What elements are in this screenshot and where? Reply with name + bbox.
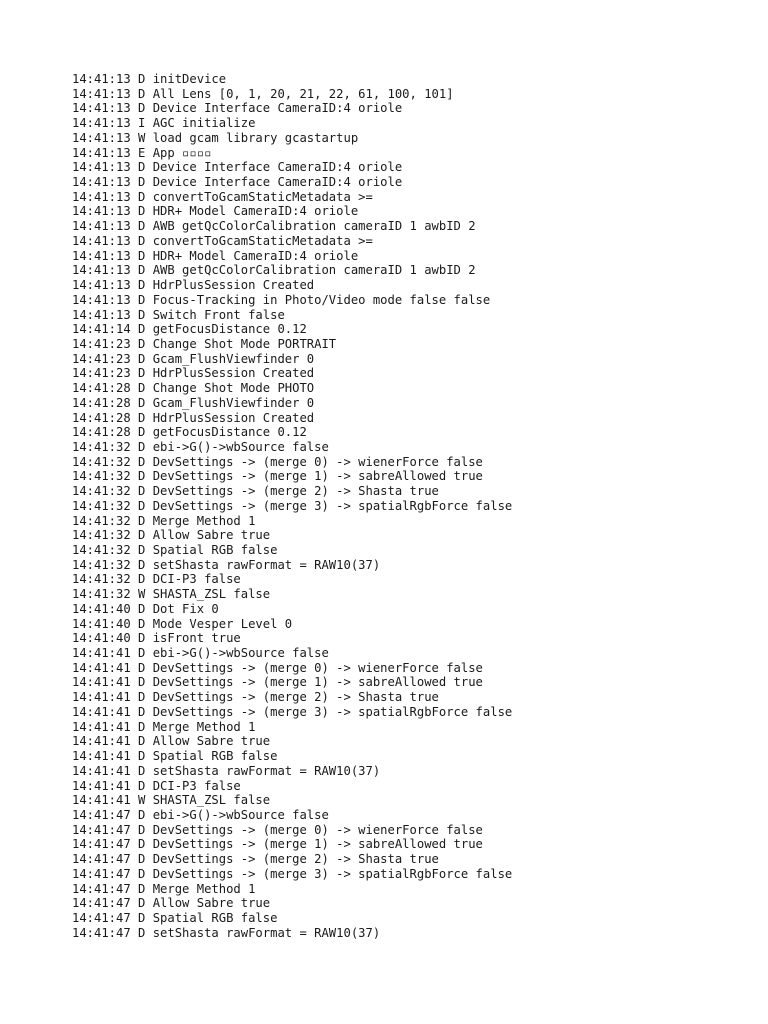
log-line: 14:41:47 D DevSettings -> (merge 3) -> spatialRgbForce false [72,866,513,881]
log-line: 14:41:47 D DevSettings -> (merge 1) -> sabreAllowed true [72,837,483,852]
log-line: 14:41:13 D Focus-Tracking in Photo/Video mode false false [72,292,491,307]
log-line: 14:41:13 D HdrPlusSession Created [72,278,315,293]
log-line: 14:41:28 D Gcam_FlushViewfinder 0 [72,395,315,410]
log-line: 14:41:13 D Device Interface CameraID:4 oriole [72,175,403,190]
log-line: 14:41:13 D Device Interface CameraID:4 oriole [72,160,403,175]
log-line: 14:41:41 D setShasta rawFormat = RAW10(37) [72,763,381,778]
log-line: 14:41:28 D getFocusDistance 0.12 [72,425,307,440]
log-line: 14:41:47 D DevSettings -> (merge 0) -> wienerForce false [72,822,483,837]
log-document [72,72,732,940]
log-line: 14:41:41 D DevSettings -> (merge 0) -> wienerForce false [72,660,483,675]
log-line: 14:41:41 W SHASTA_ZSL false [72,793,271,808]
log-line: 14:41:41 D Merge Method 1 [72,719,256,734]
log-line: 14:41:23 D HdrPlusSession Created [72,366,315,381]
log-line: 14:41:13 D initDevice [72,72,227,86]
log-line: 14:41:14 D getFocusDistance 0.12 [72,322,307,337]
log-line: 14:41:41 D Allow Sabre true [72,734,271,749]
log-line: 14:41:13 I AGC initialize [72,116,256,131]
log-line: 14:41:47 D setShasta rawFormat = RAW10(37) [72,925,381,940]
log-line: 14:41:47 D ebi->G()->wbSource false [72,807,329,822]
log-line: 14:41:13 W load gcam library gcastartup [72,130,359,145]
log-line: 14:41:41 D DevSettings -> (merge 2) -> Shasta true [72,690,439,705]
log-line: 14:41:13 E App ▫▫▫▫ [72,145,212,160]
log-line: 14:41:13 D All Lens [0, 1, 20, 21, 22, 61, 100, 101] [72,86,454,101]
log-line: 14:41:28 D Change Shot Mode PHOTO [72,381,315,396]
log-line: 14:41:41 D ebi->G()->wbSource false [72,646,329,661]
log-line: 14:41:41 D DevSettings -> (merge 1) -> sabreAllowed true [72,675,483,690]
log-line: 14:41:47 D DevSettings -> (merge 2) -> Shasta true [72,852,439,867]
log-line: 14:41:47 D Merge Method 1 [72,881,256,896]
log-line: 14:41:40 D Dot Fix 0 [72,601,219,616]
log-line: 14:41:13 D Device Interface CameraID:4 oriole [72,101,403,116]
log-line: 14:41:32 D Allow Sabre true [72,528,271,543]
log-line: 14:41:32 D DevSettings -> (merge 1) -> sabreAllowed true [72,469,483,484]
log-line: 14:41:32 D setShasta rawFormat = RAW10(37) [72,557,381,572]
log-line: 14:41:13 D HDR+ Model CameraID:4 oriole [72,248,359,263]
log-line: 14:41:28 D HdrPlusSession Created [72,410,315,425]
log-line: 14:41:32 D DevSettings -> (merge 2) -> Shasta true [72,484,439,499]
log-line: 14:41:47 D Allow Sabre true [72,896,271,911]
log-line: 14:41:32 D ebi->G()->wbSource false [72,439,329,454]
log-line: 14:41:13 D AWB getQcColorCalibration cameraID 1 awbID 2 [72,263,476,278]
log-line: 14:41:32 D DevSettings -> (merge 3) -> spatialRgbForce false [72,498,513,513]
log-line: 14:41:13 D HDR+ Model CameraID:4 oriole [72,204,359,219]
log-line: 14:41:23 D Gcam_FlushViewfinder 0 [72,351,315,366]
log-line: 14:41:32 D DCI-P3 false [72,572,241,587]
log-line: 14:41:13 D convertToGcamStaticMetadata >= [72,189,373,204]
log-line: 14:41:41 D DevSettings -> (merge 3) -> spatialRgbForce false [72,704,513,719]
log-line: 14:41:41 D DCI-P3 false [72,778,241,793]
log-line: 14:41:13 D AWB getQcColorCalibration cameraID 1 awbID 2 [72,219,476,234]
log-line: 14:41:40 D isFront true [72,631,241,646]
log-line: 14:41:32 D DevSettings -> (merge 0) -> wienerForce false [72,454,483,469]
log-line: 14:41:41 D Spatial RGB false [72,749,278,764]
log-line: 14:41:40 D Mode Vesper Level 0 [72,616,293,631]
log-line: 14:41:23 D Change Shot Mode PORTRAIT [72,336,337,351]
log-line: 14:41:13 D convertToGcamStaticMetadata >= [72,233,373,248]
log-line: 14:41:47 D Spatial RGB false [72,910,278,925]
log-line: 14:41:32 D Merge Method 1 [72,513,256,528]
log-line: 14:41:32 D Spatial RGB false [72,543,278,557]
log-line: 14:41:32 W SHASTA_ZSL false [72,587,271,602]
log-line: 14:41:13 D Switch Front false [72,307,285,322]
